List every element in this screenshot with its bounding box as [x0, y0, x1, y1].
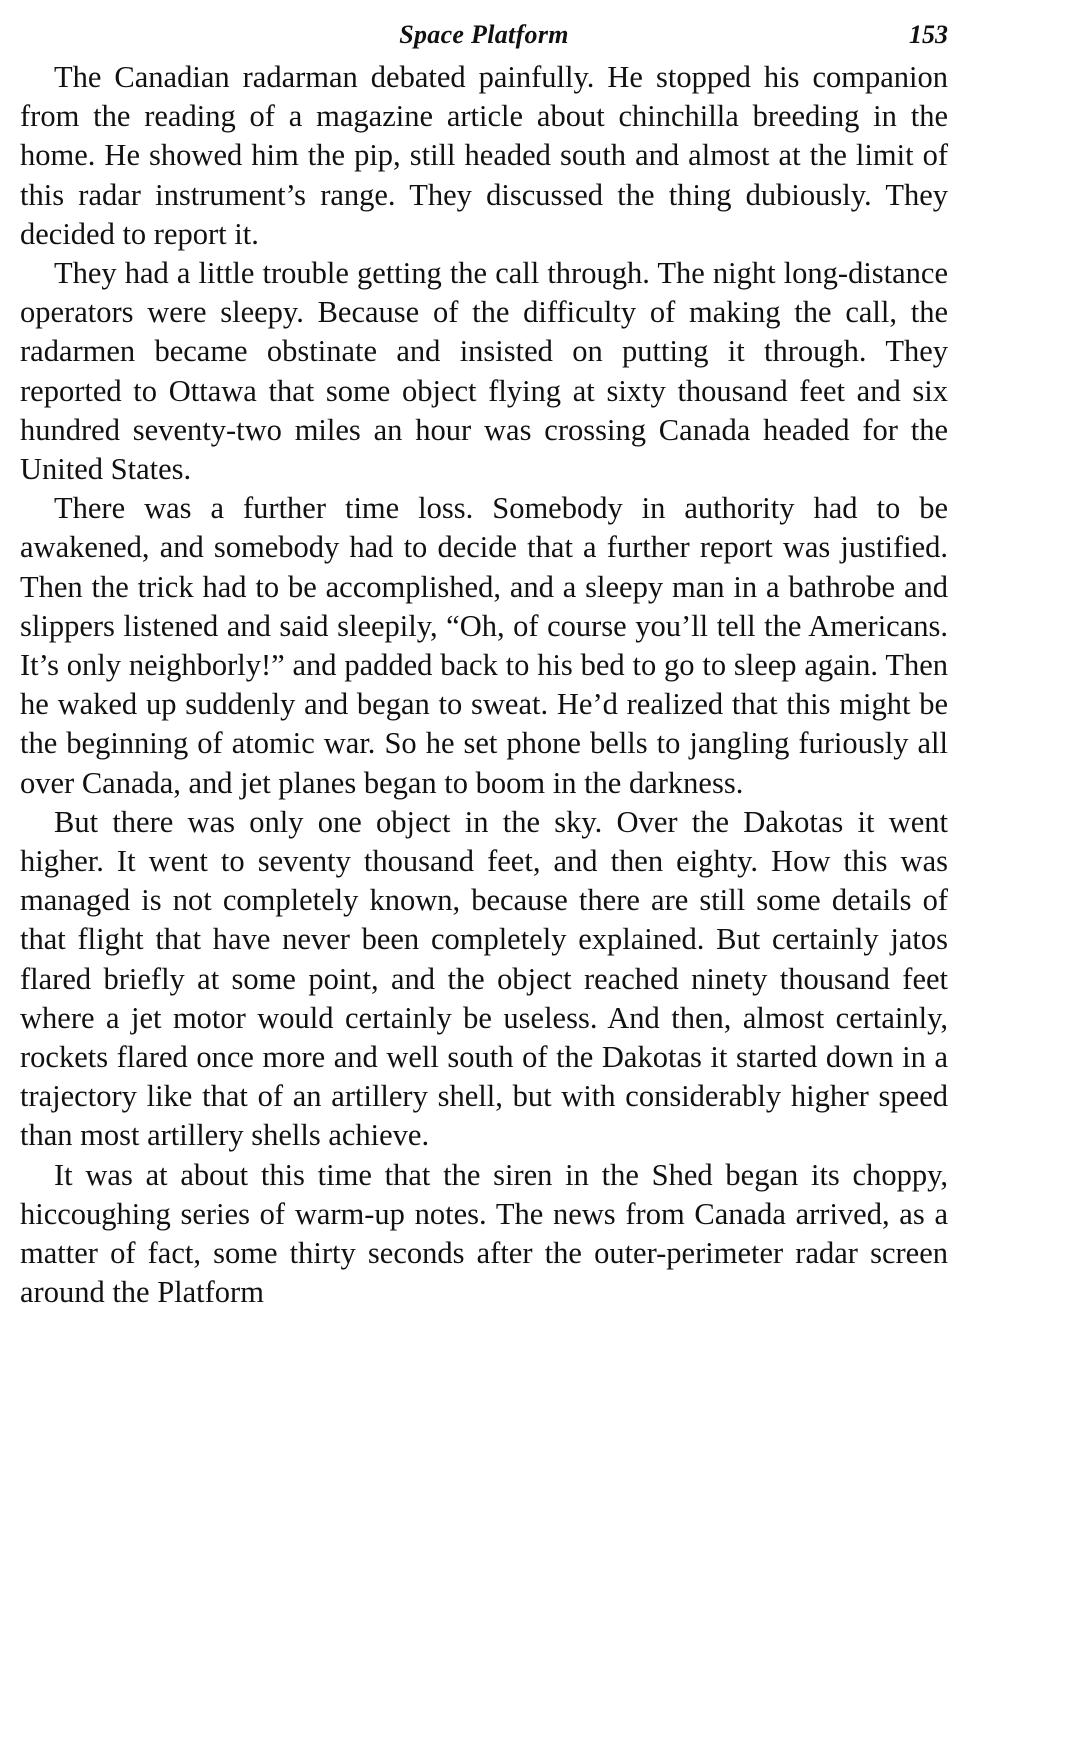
running-head	[20, 18, 948, 52]
paragraph-3: There was a further time loss. Somebody in authority had to be awakened, and somebody had to decide that a further report was justified. Then the trick had to be accomplished, and a sleepy man in a bathrobe and slippers listened and said sleepily, “Oh, of course you’ll tell the Americans. It’s only neighborly!” and padded back to his bed to go to sleep again. Then he waked up suddenly and began to sweat. He’d realized that this might be the beginning of atomic war. So he set phone bells to jangling furiously all over Canada, and jet planes began to boom in the darkness.	[20, 491, 948, 800]
paragraph-1: The Canadian radarman debated painfully. He stopped his companion from the reading of a magazine article about chinchilla breeding in the home. He showed him the pip, still headed south and almost at the limit of this radar instrument’s range. They discussed the thing dubiously. They decided to report it.	[20, 60, 948, 251]
page-number: 153	[909, 20, 948, 49]
paragraph-4: But there was only one object in the sky. Over the Dakotas it went higher. It went to seventy thousand feet, and then eighty. How this was managed is not completely known, because there are still some details of that flight that have never been completely explained. But certainly jatos flared briefly at some point, and the object reached ninety thousand feet where a jet motor would certainly be useless. And then, almost certainly, rockets flared once more and well south of the Dakotas it started down in a trajectory like that of an artillery shell, but with considerably higher speed than most artillery shells achieve.	[20, 804, 948, 1153]
book-page	[20, 18, 948, 1313]
paragraph-5: It was at about this time that the siren in the Shed began its choppy, hiccoughing series of warm-up notes. The news from Canada arrived, as a matter of fact, some thirty seconds after the outer-perimeter radar screen around the Platform	[20, 1157, 948, 1310]
running-title: Space Platform	[399, 20, 569, 49]
body-text	[20, 58, 948, 1313]
paragraph-2: They had a little trouble getting the call through. The night long-distance operators were sleepy. Because of the difficulty of making the call, the radarmen became obstinate and insisted on putting it through. They reported to Ottawa that some object flying at sixty thousand feet and six hundred seventy-two miles an hour was crossing Canada headed for the United States.	[20, 256, 948, 487]
